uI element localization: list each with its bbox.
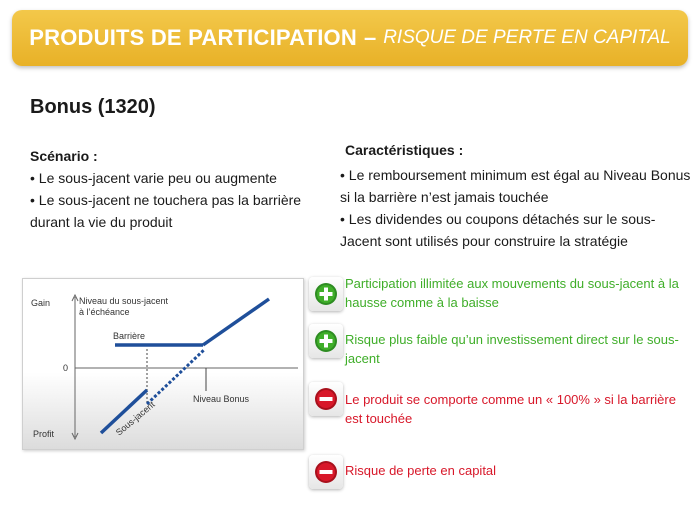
axis-title-line2: à l’échéance <box>79 307 130 317</box>
feature-minus-icon <box>309 455 343 489</box>
axis-title-line1: Niveau du sous-jacent <box>79 296 169 306</box>
banner-title-sub: RISQUE DE PERTE EN CAPITAL <box>383 27 671 48</box>
minus-circle-icon <box>314 387 338 411</box>
characteristics-bullet: • Les dividendes ou coupons détachés sur le sous-Jacent sont utilisés pour construire la stratégie <box>340 211 656 249</box>
feature-plus-icon <box>309 277 343 311</box>
scenario-bullet: • Le sous-jacent ne touchera pas la barrière durant la vie du produit <box>30 192 302 230</box>
scenario-bullet: • Le sous-jacent varie peu ou augmente <box>30 170 277 186</box>
characteristics-section <box>340 139 695 252</box>
banner-title-separator: – <box>363 25 377 50</box>
y-axis-gain-label: Gain <box>31 298 51 308</box>
product-title: Bonus (1320) <box>30 96 156 118</box>
feature-minus-icon <box>309 382 343 416</box>
feature-risk-text: Le produit se comporte comme un « 100% » si la barrière est touchée <box>345 392 676 426</box>
characteristics-bullet: • Le remboursement minimum est égal au Niveau Bonus si la barrière n’est jamais touchée <box>340 167 691 205</box>
barrier-label: Barrière <box>113 331 146 341</box>
banner-title-main: PRODUITS DE PARTICIPATION <box>29 25 357 50</box>
feature-plus-icon <box>309 324 343 358</box>
payoff-diagram-svg <box>23 279 303 449</box>
payoff-diagram <box>22 278 304 450</box>
plus-circle-icon <box>314 282 338 306</box>
payoff-upper-segment <box>203 299 269 345</box>
minus-circle-icon <box>314 460 338 484</box>
scenario-section <box>30 145 320 233</box>
y-axis-profit-label: Profit <box>33 429 55 439</box>
bonus-level-label: Niveau Bonus <box>193 394 250 404</box>
plus-circle-icon <box>314 329 338 353</box>
scenario-heading: Scénario : <box>30 148 98 164</box>
feature-risk-text: Risque de perte en capital <box>345 463 497 478</box>
title-banner <box>12 10 688 66</box>
characteristics-heading: Caractéristiques : <box>345 142 464 158</box>
feature-advantage-text: Participation illimitée aux mouvements du sous-jacent à la hausse comme à la baisse <box>345 276 679 310</box>
feature-advantage-text: Risque plus faible qu’un investissement direct sur le sous-jacent <box>345 332 679 366</box>
y-axis-zero-label: 0 <box>63 363 69 373</box>
underlying-label: Sous-jacent <box>113 399 157 438</box>
